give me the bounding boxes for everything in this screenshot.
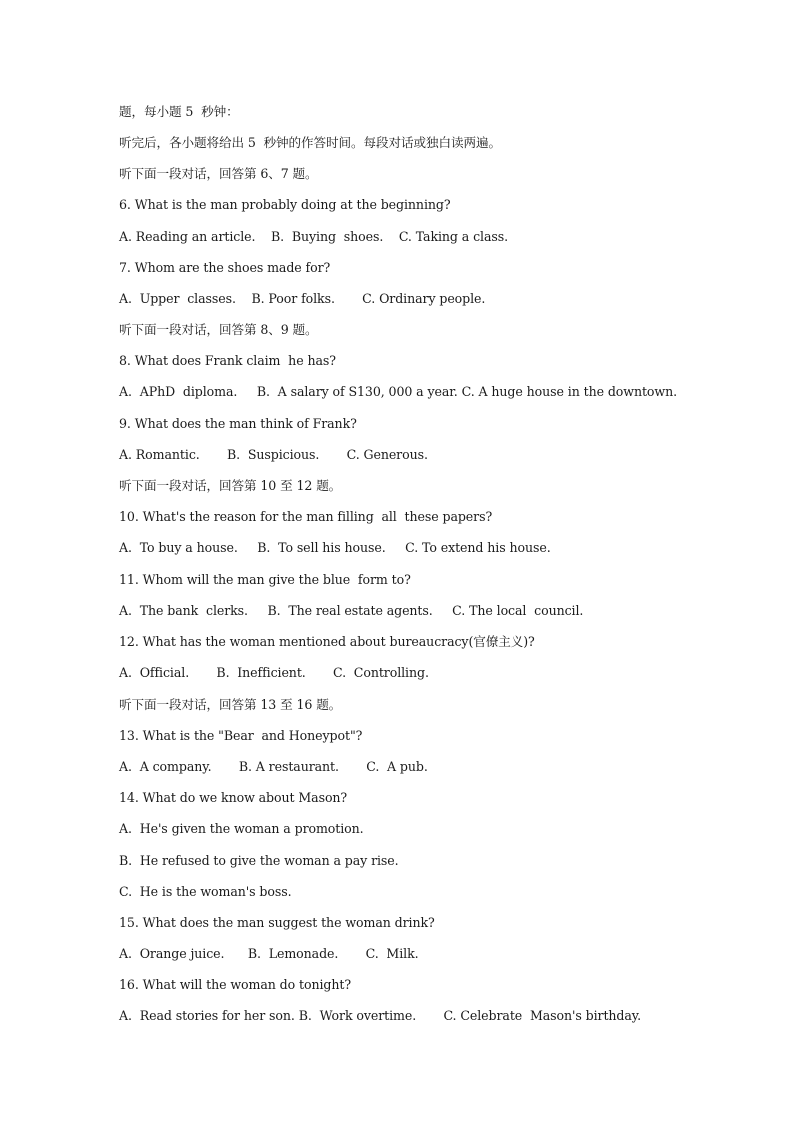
question-13: 13. What is the "Bear and Honeypot"? — [119, 728, 363, 743]
question-14: 14. What do we know about Mason? — [119, 790, 348, 805]
question-10: 10. What's the reason for the man filling all these papers? — [119, 509, 493, 524]
question-8: 8. What does Frank claim he has? — [119, 353, 336, 368]
options-6: A. Reading an article. B. Buying shoes. C. Taking a class. — [119, 229, 509, 244]
option-14-a: A. He's given the woman a promotion. — [119, 821, 364, 836]
question-9: 9. What does the man think of Frank? — [119, 416, 357, 431]
question-12: 12. What has the woman mentioned about bureaucracy(官僚主义)? — [119, 634, 535, 649]
question-6: 6. What is the man probably doing at the beginning? — [119, 197, 451, 212]
section-heading-8-9: 听下面一段对话，回答第 8、9 题。 — [119, 322, 318, 337]
instruction-answer-time: 听完后，各小题将给出 5 秒钟的作答时间。每段对话或独白读两遍。 — [119, 135, 501, 150]
question-15: 15. What does the man suggest the woman drink? — [119, 915, 435, 930]
options-10: A. To buy a house. B. To sell his house. C. To extend his house. — [119, 540, 551, 555]
section-heading-13-16: 听下面一段对话，回答第 13 至 16 题。 — [119, 697, 342, 712]
options-11: A. The bank clerks. B. The real estate agents. C. The local council. — [119, 603, 584, 618]
options-15: A. Orange juice. B. Lemonade. C. Milk. — [119, 946, 419, 961]
options-7: A. Upper classes. B. Poor folks. C. Ordinary people. — [119, 291, 486, 306]
options-8: A. APhD diploma. B. A salary of S130, 000 a year. C. A huge house in the downtown. — [119, 384, 678, 399]
option-14-c: C. He is the woman's boss. — [119, 884, 292, 899]
option-14-b: B. He refused to give the woman a pay rise. — [119, 853, 399, 868]
question-11: 11. Whom will the man give the blue form to? — [119, 572, 411, 587]
options-12: A. Official. B. Inefficient. C. Controlling. — [119, 665, 429, 680]
options-13: A. A company. B. A restaurant. C. A pub. — [119, 759, 428, 774]
question-16: 16. What will the woman do tonight? — [119, 977, 351, 992]
section-heading-6-7: 听下面一段对话，回答第 6、7 题。 — [119, 166, 318, 181]
question-7: 7. Whom are the shoes made for? — [119, 260, 331, 275]
options-9: A. Romantic. B. Suspicious. C. Generous. — [119, 447, 428, 462]
options-16: A. Read stories for her son. B. Work overtime. C. Celebrate Mason's birthday. — [119, 1008, 642, 1023]
section-heading-10-12: 听下面一段对话，回答第 10 至 12 题。 — [119, 478, 342, 493]
instruction-continuation: 题，每小题 5 秒钟： — [119, 104, 239, 119]
